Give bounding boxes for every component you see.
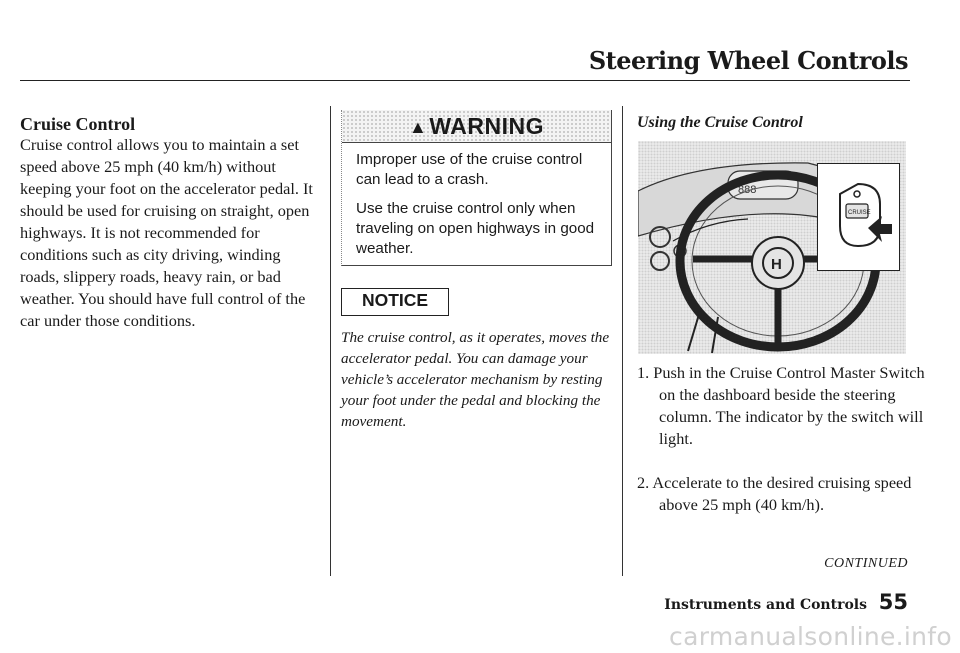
cruise-control-heading: Cruise Control [20, 114, 136, 134]
warning-text: Improper use of the cruise control can lead to a crash. [356, 151, 583, 188]
footer-section-title: Instruments and Controls [664, 597, 867, 613]
notice-box [341, 288, 449, 316]
cruise-switch-icon [818, 164, 899, 270]
svg-text:888: 888 [738, 184, 757, 196]
header-rule [20, 80, 910, 81]
instruction-step: 1. Push in the Cruise Control Master Switch on the dashboard beside the steering column. The indicator by the switch will light. [637, 363, 925, 448]
cruise-switch-inset [817, 163, 900, 271]
cruise-control-body: Cruise control allows you to maintain a set speed above 25 mph (40 km/h) without keeping your foot on the accelerator pedal. It should be used for cruising on straight, open highways. It is not recommended for conditions such as city driving, winding roads, slippery roads, heavy rain, or bad weather. You should have full control of the car under those conditions. [20, 135, 313, 330]
notice-label: NOTICE [361, 290, 429, 310]
cruise-inset-label: CRUISE [848, 210, 871, 216]
warning-triangle-icon: ▲ [409, 117, 428, 137]
continued-label: CONTINUED [824, 556, 908, 571]
watermark: carmanualsonline.info [669, 622, 952, 651]
svg-text:H: H [771, 256, 782, 273]
warning-box [341, 110, 612, 266]
warning-header [342, 110, 611, 143]
column-divider [622, 106, 623, 576]
warning-label: WARNING [429, 113, 544, 139]
page-number: 55 [878, 590, 908, 614]
warning-text: Use the cruise control only when traveling on open highways in good weather. [356, 200, 595, 257]
column-divider [330, 106, 331, 576]
warning-heading [342, 113, 611, 140]
page-header-title: Steering Wheel Controls [588, 46, 908, 75]
using-cruise-control-heading: Using the Cruise Control [637, 114, 803, 131]
instruction-step: 2. Accelerate to the desired cruising speed above 25 mph (40 km/h). [637, 473, 912, 514]
notice-text: The cruise control, as it operates, moves the accelerator pedal. You can damage your vehicle’s accelerator mechanism by resting your foot under the pedal and blocking the movement. [341, 329, 610, 430]
